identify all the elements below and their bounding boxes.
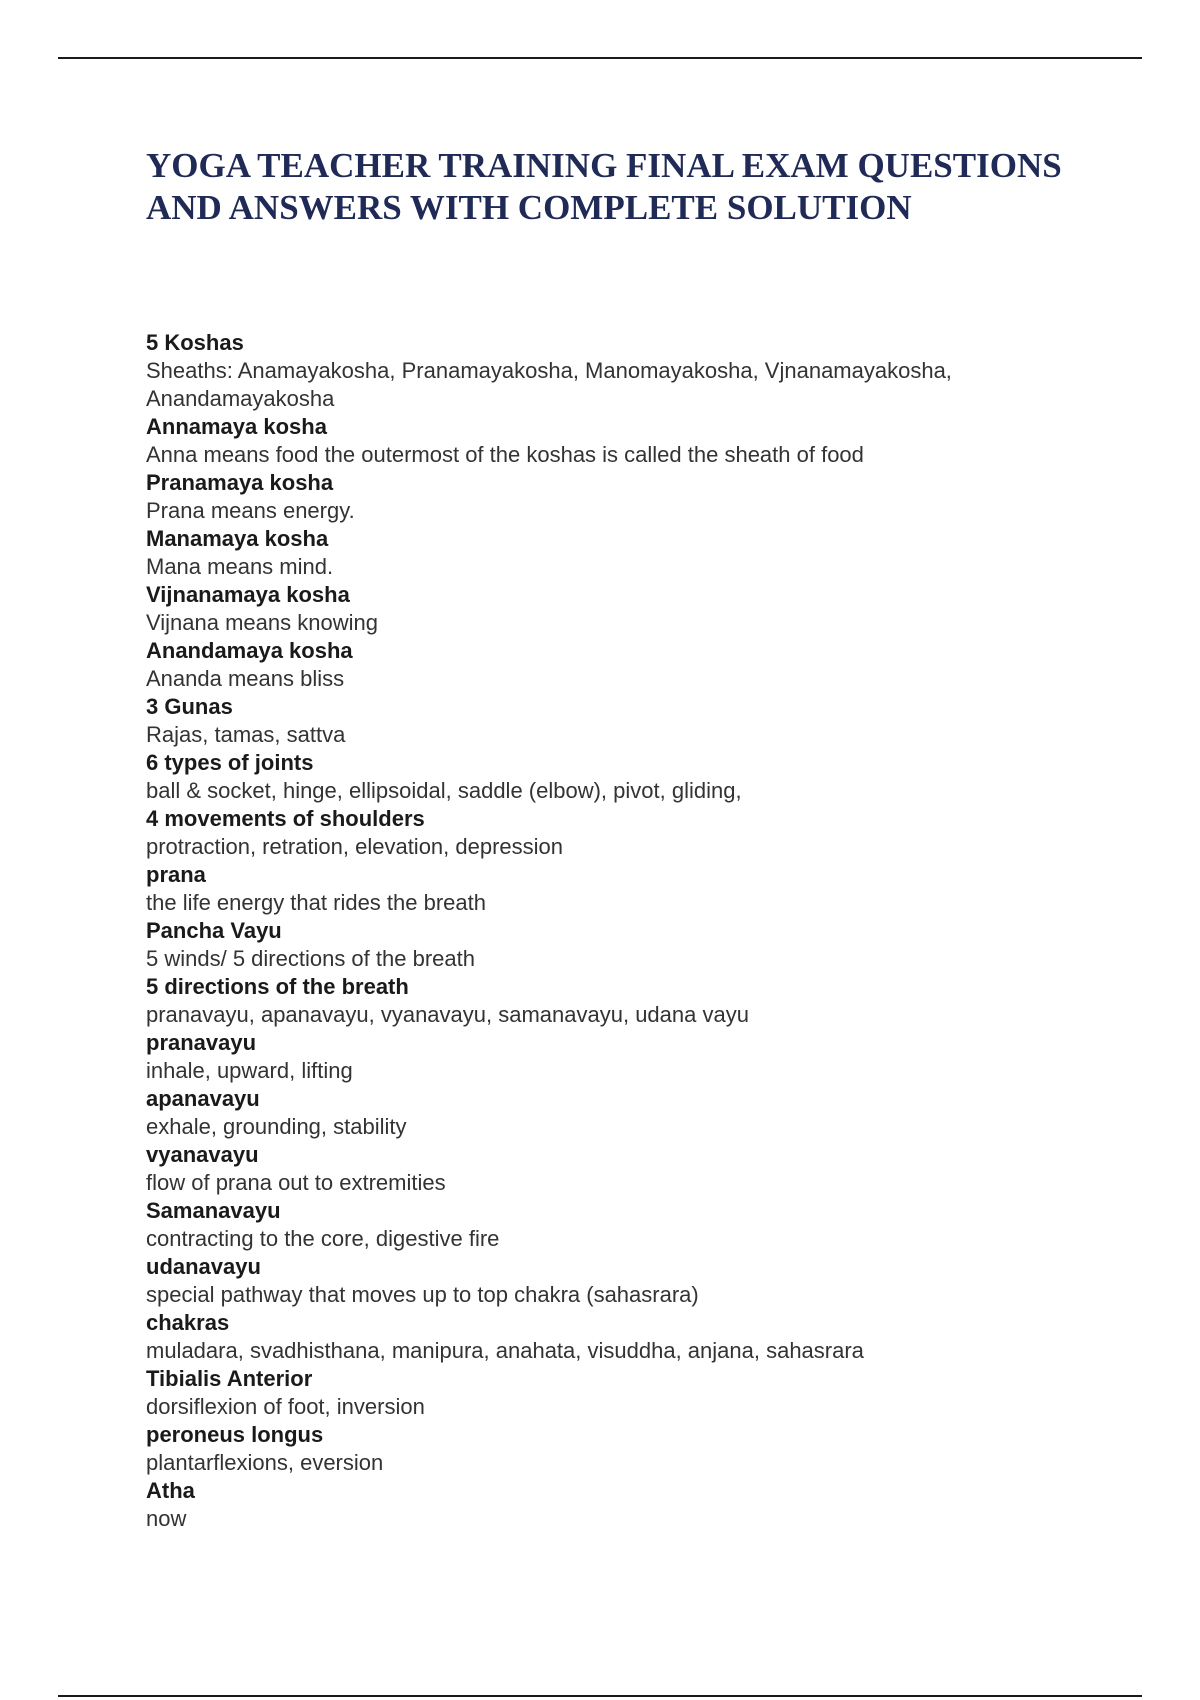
qa-term: apanavayu bbox=[146, 1086, 260, 1111]
qa-term: Anandamaya kosha bbox=[146, 638, 353, 663]
qa-answer: dorsiflexion of foot, inversion bbox=[146, 1394, 425, 1419]
qa-item bbox=[146, 1421, 1106, 1477]
qa-item bbox=[146, 917, 1106, 973]
qa-term: Vijnanamaya kosha bbox=[146, 582, 350, 607]
qa-term: peroneus longus bbox=[146, 1422, 324, 1447]
qa-answer: plantarflexions, eversion bbox=[146, 1450, 384, 1475]
qa-term: prana bbox=[146, 862, 206, 887]
qa-item bbox=[146, 1029, 1106, 1085]
qa-item bbox=[146, 1253, 1106, 1309]
qa-item bbox=[146, 693, 1106, 749]
qa-term: 5 Koshas bbox=[146, 330, 244, 355]
qa-item bbox=[146, 1477, 1106, 1533]
qa-item bbox=[146, 749, 1106, 805]
qa-answer: Prana means energy. bbox=[146, 498, 355, 523]
qa-answer: now bbox=[146, 1506, 187, 1531]
qa-answer: contracting to the core, digestive fire bbox=[146, 1226, 500, 1251]
qa-answer: Ananda means bliss bbox=[146, 666, 345, 691]
qa-term: chakras bbox=[146, 1310, 230, 1335]
qa-answer: protraction, retration, elevation, depression bbox=[146, 834, 564, 859]
qa-item bbox=[146, 1197, 1106, 1253]
qa-term: 4 movements of shoulders bbox=[146, 806, 425, 831]
qa-term: Pranamaya kosha bbox=[146, 470, 334, 495]
qa-answer: Anna means food the outermost of the koshas is called the sheath of food bbox=[146, 442, 864, 467]
qa-item bbox=[146, 1365, 1106, 1421]
qa-list bbox=[146, 329, 1106, 1533]
top-divider bbox=[58, 57, 1142, 59]
qa-answer: special pathway that moves up to top chakra (sahasrara) bbox=[146, 1282, 699, 1307]
qa-answer: muladara, svadhisthana, manipura, anahata, visuddha, anjana, sahasrara bbox=[146, 1338, 864, 1363]
qa-item bbox=[146, 805, 1106, 861]
page-title: YOGA TEACHER TRAINING FINAL EXAM QUESTIONS AND ANSWERS WITH COMPLETE SOLUTION bbox=[146, 146, 1062, 227]
qa-answer: the life energy that rides the breath bbox=[146, 890, 486, 915]
qa-item bbox=[146, 525, 1106, 581]
qa-term: Atha bbox=[146, 1478, 195, 1503]
qa-item bbox=[146, 413, 1106, 469]
qa-answer: ball & socket, hinge, ellipsoidal, saddle (elbow), pivot, gliding, bbox=[146, 778, 742, 803]
qa-item bbox=[146, 861, 1106, 917]
qa-item bbox=[146, 1309, 1106, 1365]
qa-item bbox=[146, 637, 1106, 693]
qa-term: Pancha Vayu bbox=[146, 918, 282, 943]
qa-answer: exhale, grounding, stability bbox=[146, 1114, 407, 1139]
qa-item bbox=[146, 329, 1106, 413]
qa-item bbox=[146, 469, 1106, 525]
qa-term: Tibialis Anterior bbox=[146, 1366, 313, 1391]
qa-answer: Vijnana means knowing bbox=[146, 610, 378, 635]
qa-answer: flow of prana out to extremities bbox=[146, 1170, 446, 1195]
bottom-divider bbox=[58, 1695, 1142, 1697]
qa-term: pranavayu bbox=[146, 1030, 257, 1055]
qa-term: Manamaya kosha bbox=[146, 526, 329, 551]
qa-item bbox=[146, 973, 1106, 1029]
qa-item bbox=[146, 1085, 1106, 1141]
qa-answer: Mana means mind. bbox=[146, 554, 334, 579]
qa-answer: Rajas, tamas, sattva bbox=[146, 722, 346, 747]
qa-item bbox=[146, 581, 1106, 637]
qa-answer: pranavayu, apanavayu, vyanavayu, samanavayu, udana vayu bbox=[146, 1002, 749, 1027]
qa-term: 5 directions of the breath bbox=[146, 974, 409, 999]
qa-term: Annamaya kosha bbox=[146, 414, 327, 439]
qa-term: Samanavayu bbox=[146, 1198, 281, 1223]
qa-answer: 5 winds/ 5 directions of the breath bbox=[146, 946, 475, 971]
qa-answer: Sheaths: Anamayakosha, Pranamayakosha, Manomayakosha, Vjnanamayakosha, Anandamayakosha bbox=[146, 358, 952, 411]
qa-term: 3 Gunas bbox=[146, 694, 233, 719]
qa-answer: inhale, upward, lifting bbox=[146, 1058, 353, 1083]
qa-term: 6 types of joints bbox=[146, 750, 314, 775]
qa-term: vyanavayu bbox=[146, 1142, 259, 1167]
qa-term: udanavayu bbox=[146, 1254, 261, 1279]
qa-item bbox=[146, 1141, 1106, 1197]
